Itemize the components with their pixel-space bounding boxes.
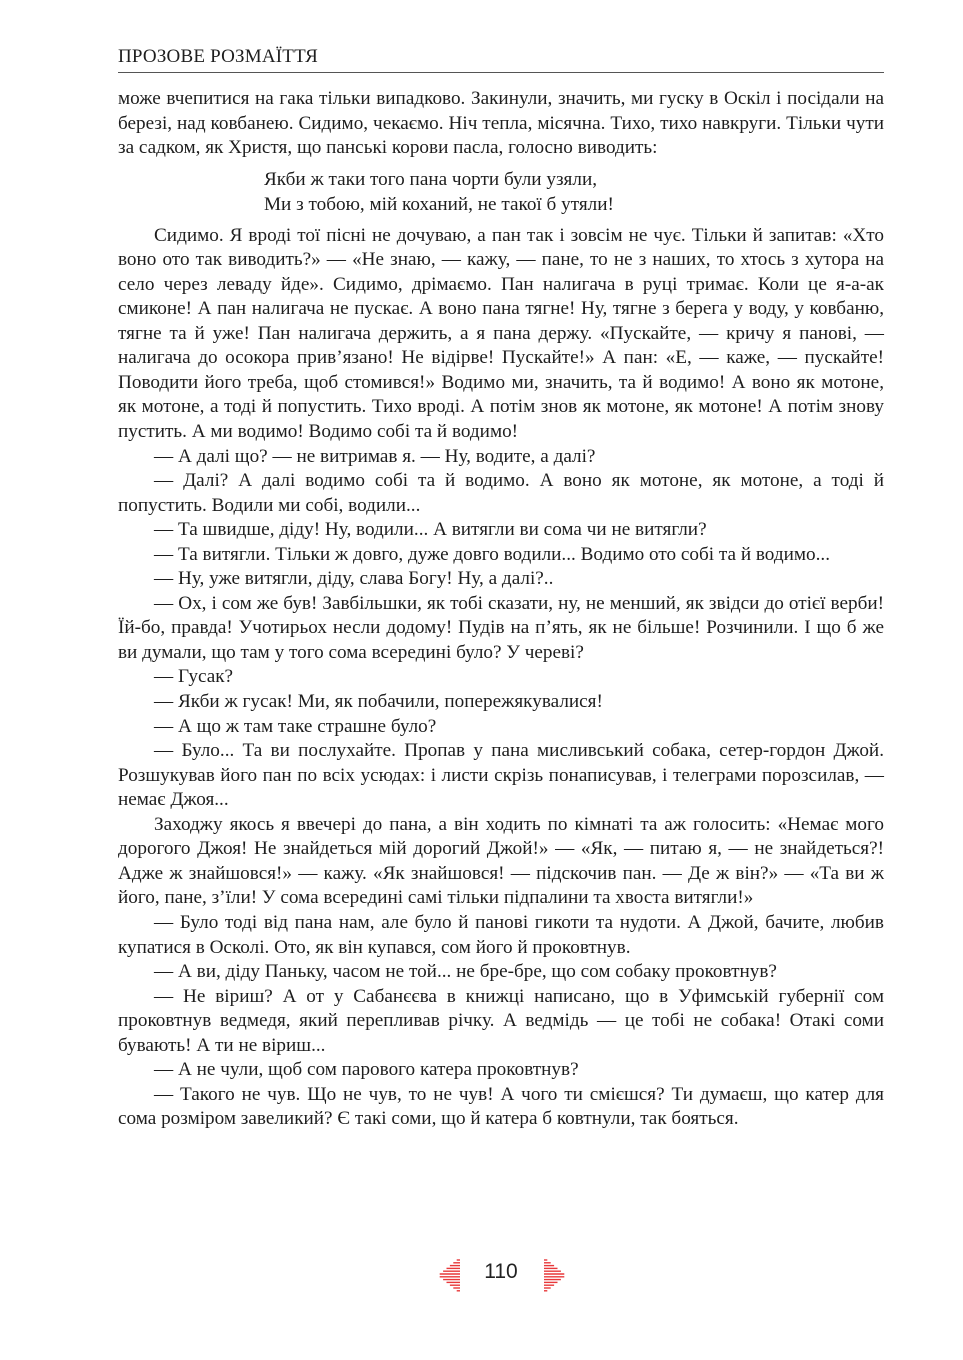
paragraph: — Та швидше, діду! Ну, водили... А витягли ви сома чи не витягли? — [154, 519, 707, 541]
paragraph: — Такого не чув. Що не чув, то не чув! А чого ти смієшся? Ти думаєш, що катер для сома розміром завеликий? Є такі соми, що й катера б ковтнули, так бояться. — [118, 1083, 884, 1130]
paragraph: — А що ж там таке страшне було? — [154, 715, 437, 737]
verse-line: Ми з тобою, мій коханий, не такої б утяли! — [264, 193, 614, 215]
verse-block — [264, 167, 884, 217]
ornament-stripes — [440, 1260, 460, 1291]
paragraph: може вчепитися на гака тільки випадково. Закинули, значить, ми гуску в Оскіл і посідали на березі, над ковбанею. Сидимо, чекаємо. Ніч тепла, місячна. Тихо, тихо навкруги. Тільки чути за садком, як Христя, що панські корови пасла, голосно виводить: — [118, 88, 884, 159]
page-ornament-right-icon — [543, 1258, 567, 1294]
paragraph: — Було... Та ви послухайте. Пропав у пана мисливський собака, сетер-гордон Джой. Розшукував його пан по всіх усюдах: і листи скрізь понаписував, і телеграми порозсилав, — немає Джоя... — [118, 740, 884, 811]
page-ornament-left-icon — [437, 1258, 461, 1294]
paragraph: Заходжу якось я ввечері до пана, а він ходить по кімнаті та аж голосить: «Немає мого дорогого Джоя! Не знайдеться мій дорогий Джой!» — «Як, — питаю я, — не знайдеться?! Адже ж знайшовся!» — кажу. «Як знайшовся! — підскочив пан. — Де ж він?» — «Та ви ж його, пане, з’їли! У сома всередині самі тільки підпалини та хвоста витягли!» — [118, 813, 884, 909]
paragraph: — Не віриш? А от у Сабанєєва в книжці написано, що в Уфимській губернії сом проковтнув ведмедя, який перепливав річку. А ведмідь — це тобі не собака! Отакі соми бувають! А ти не віриш... — [118, 985, 884, 1056]
verse-line: Якби ж таки того пана чорти були узяли, — [264, 168, 598, 190]
ornament-stripes — [544, 1260, 564, 1291]
paragraph: — Ох, і сом же був! Завбільшки, як тобі сказати, ну, не менший, як звідси до отієї верби! Їй-бо, правда! Учотирьох несли додому! Пудів на п’ять, як не більше! Розчинили. І що б же ви думали, що там у того сома всередині було? У череві? — [118, 592, 884, 663]
paragraph: — А далі що? — не витримав я. — Ну, водите, а далі? — [154, 445, 596, 467]
paragraph: Сидимо. Я вроді тої пісні не дочуваю, а пан так і зовсім не чує. Тільки й запитав: «Хто воно ото так виводить?» — «Не знаю, — кажу, — пане, то не з наших, то хтось з хутора на село через леваду йде». Сидимо, дрімаємо. Пан налигача в руці тримає. Коли це я-а-ак смиконе! А пан налигача не пускає. А воно пана тягне! Ну, тягне з берега у воду, у ковбаню, тягне та й уже! Пан налигача держить, а я пана держу. «Пускайте, — кричу я панові, — налигача до осокора прив’язано! Не відірве! Пускайте!» А пан: «Е, — каже, — пускайте! Поводити його треба, щоб стомився!» Водимо ми, значить, та й водимо! А воно як мотоне, як мотоне, а тоді й попустить. Тихо вроді. А потім знов як мотоне, як мотоне! А потім знову пустить. А ми водимо! Водимо собі та й водимо! — [118, 224, 884, 443]
running-title: ПРОЗОВЕ РОЗМАЇТТЯ — [118, 46, 319, 67]
paragraph: — Гусак? — [154, 666, 234, 688]
paragraph: — Далі? А далі водимо собі та й водимо. А воно як мотоне, як мотоне, а тоді й попустить. Водили ми собі, водили... — [118, 470, 884, 516]
paragraph: — Було тоді від пана нам, але було й панові гикоти та нудоти. А Джой, бачите, любив купатися в Осколі. Ото, як він купався, сом його й проковтнув. — [118, 911, 884, 958]
paragraph: — А ви, діду Паньку, часом не той... не бре-бре, що сом собаку проковтнув? — [154, 961, 777, 983]
page-footer — [0, 1258, 963, 1298]
page-body — [118, 87, 884, 1132]
paragraph: — Якби ж гусак! Ми, як побачили, попережякувалися! — [154, 691, 603, 713]
header-divider — [118, 72, 884, 73]
paragraph: — Ну, уже витягли, діду, слава Богу! Ну, а далі?.. — [154, 568, 554, 590]
paragraph: — Та витягли. Тільки ж довго, дуже довго водили... Водимо ото собі та й водимо... — [154, 543, 831, 565]
paragraph: — А не чули, щоб сом парового катера проковтнув? — [154, 1059, 579, 1081]
page-number: 110 — [484, 1260, 518, 1283]
